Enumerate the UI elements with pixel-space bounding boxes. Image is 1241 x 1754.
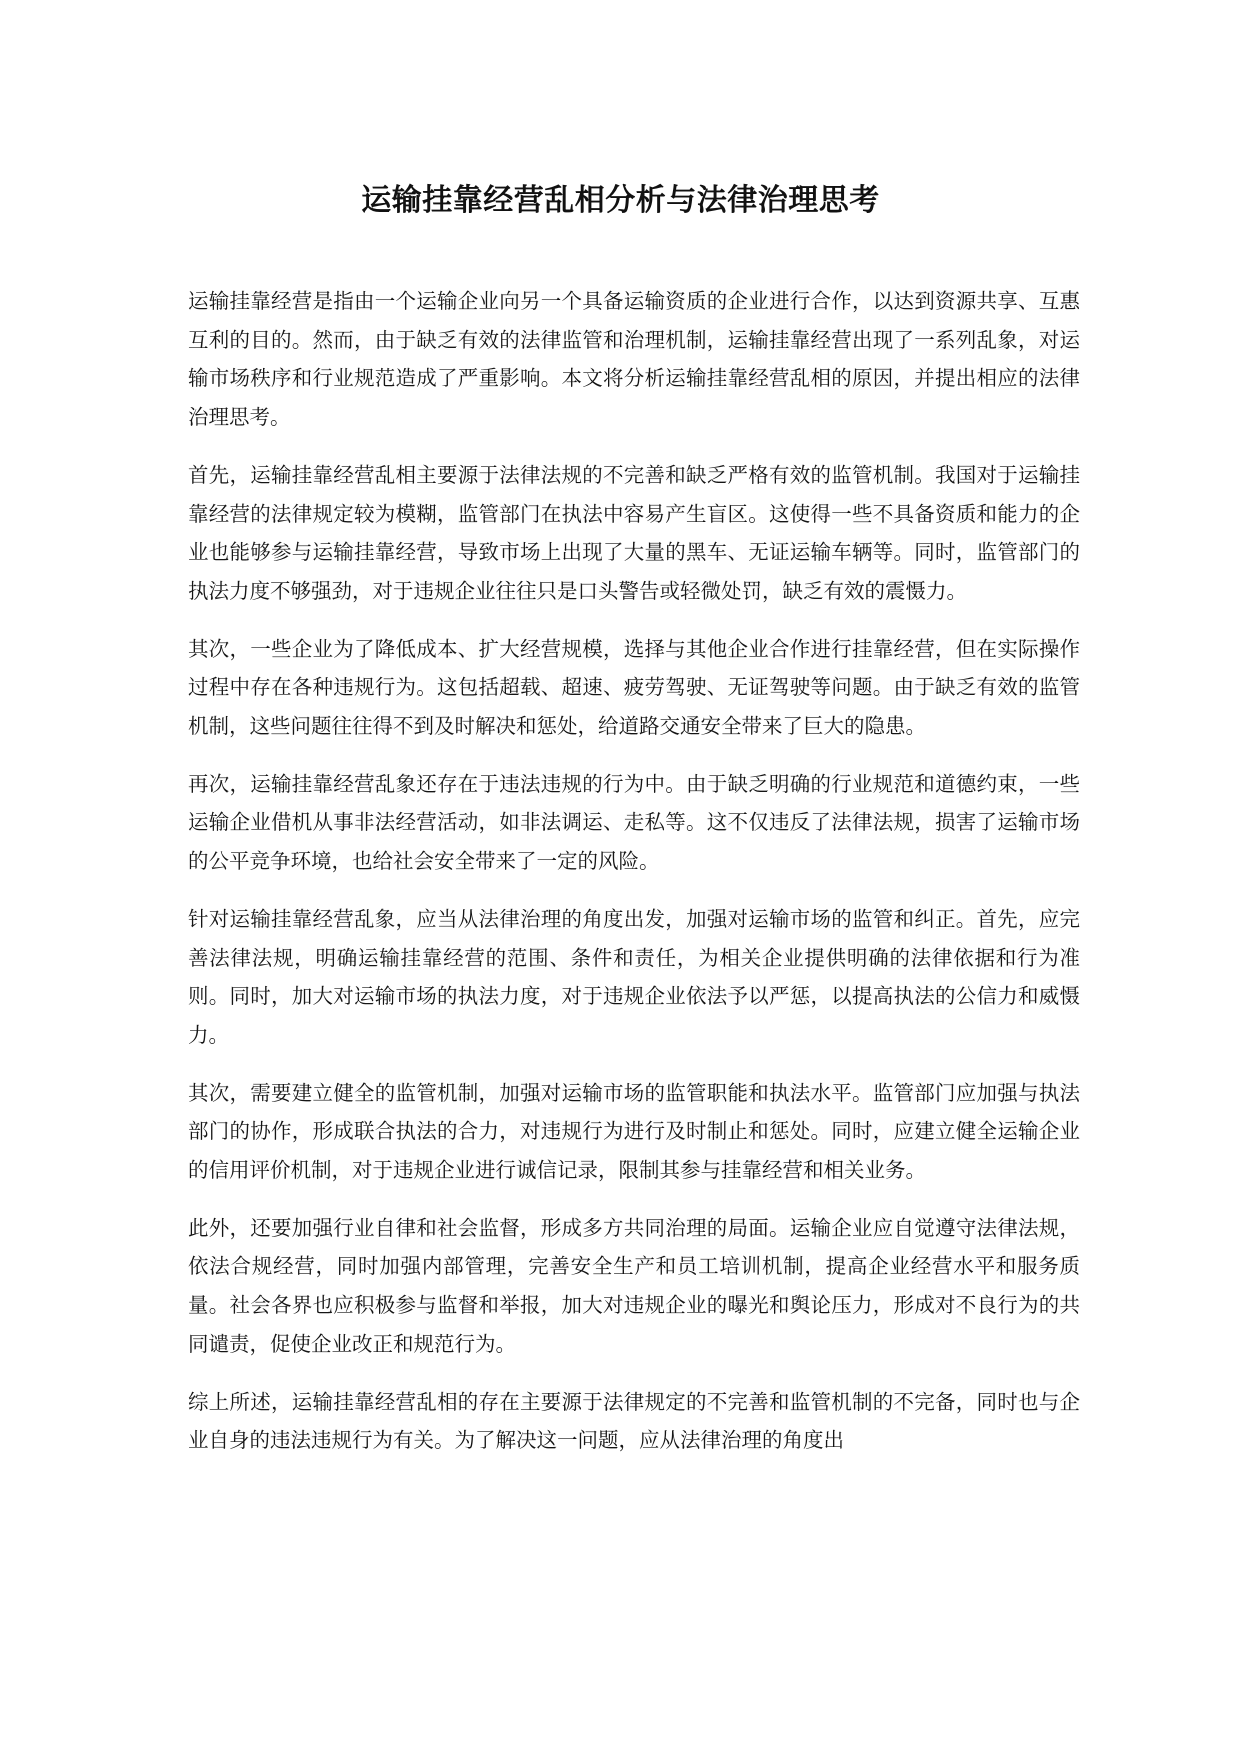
paragraph-first-cause: 首先，运输挂靠经营乱相主要源于法律法规的不完善和缺乏严格有效的监管机制。我国对于运输挂靠经营的法律规定较为模糊，监管部门在执法中容易产生盲区。这使得一些不具备资质和能力的企业也能够参与运输挂靠经营，导致市场上出现了大量的黑车、无证运输车辆等。同时，监管部门的执法力度不够强劲，对于违规企业往往只是口头警告或轻微处罚，缺乏有效的震慑力。 [188,462,1080,603]
paragraph-intro: 运输挂靠经营是指由一个运输企业向另一个具备运输资质的企业进行合作，以达到资源共享、互惠互利的目的。然而，由于缺乏有效的法律监管和治理机制，运输挂靠经营出现了一系列乱象，对运输市场秩序和行业规范造成了严重影响。本文将分析运输挂靠经营乱相的原因，并提出相应的法律治理思考。 [188,289,1080,430]
paragraph-second-cause: 其次，一些企业为了降低成本、扩大经营规模，选择与其他企业合作进行挂靠经营，但在实际操作过程中存在各种违规行为。这包括超载、超速、疲劳驾驶、无证驾驶等问题。由于缺乏有效的监管机制，这些问题往往得不到及时解决和惩处，给道路交通安全带来了巨大的隐患。 [188,636,1080,739]
paragraph-legal-governance: 针对运输挂靠经营乱象，应当从法律治理的角度出发，加强对运输市场的监管和纠正。首先，应完善法律法规，明确运输挂靠经营的范围、条件和责任，为相关企业提供明确的法律依据和行为准则。同时，加大对运输市场的执法力度，对于违规企业依法予以严惩，以提高执法的公信力和威慑力。 [188,906,1080,1047]
paragraph-conclusion: 综上所述，运输挂靠经营乱相的存在主要源于法律规定的不完善和监管机制的不完备，同时也与企业自身的违法违规行为有关。为了解决这一问题，应从法律治理的角度出 [188,1389,1080,1453]
paragraph-third-cause: 再次，运输挂靠经营乱象还存在于违法违规的行为中。由于缺乏明确的行业规范和道德约束，一些运输企业借机从事非法经营活动，如非法调运、走私等。这不仅违反了法律法规，损害了运输市场的公平竞争环境，也给社会安全带来了一定的风险。 [188,771,1080,874]
document-body [188,282,1080,1479]
document-title: 运输挂靠经营乱相分析与法律治理思考 [361,183,880,218]
paragraph-supervision-mechanism: 其次，需要建立健全的监管机制，加强对运输市场的监管职能和执法水平。监管部门应加强与执法部门的协作，形成联合执法的合力，对违规行为进行及时制止和惩处。同时，应建立健全运输企业的信用评价机制，对于违规企业进行诚信记录，限制其参与挂靠经营和相关业务。 [188,1080,1080,1183]
paragraph-self-discipline: 此外，还要加强行业自律和社会监督，形成多方共同治理的局面。运输企业应自觉遵守法律法规，依法合规经营，同时加强内部管理，完善安全生产和员工培训机制，提高企业经营水平和服务质量。社会各界也应积极参与监督和举报，加大对违规企业的曝光和舆论压力，形成对不良行为的共同谴责，促使企业改正和规范行为。 [188,1215,1080,1356]
